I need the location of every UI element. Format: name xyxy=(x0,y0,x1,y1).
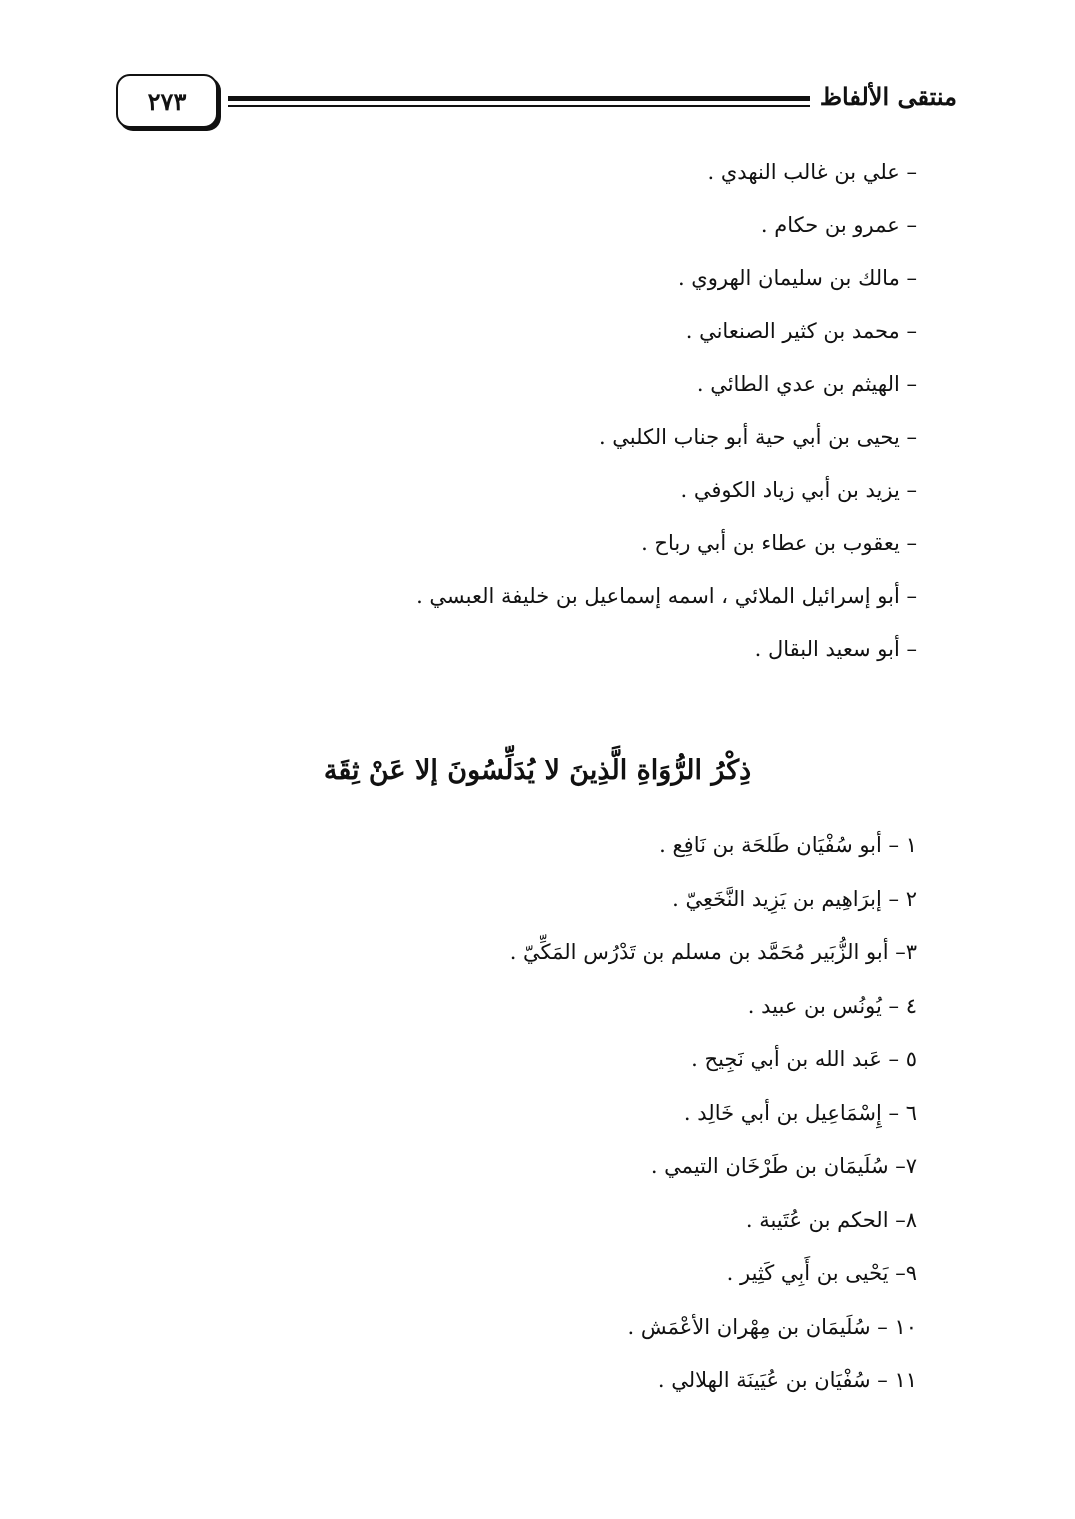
list-item: ٦ – إِسْمَاعِيل بن أبي خَالِد . xyxy=(683,1100,917,1125)
list-item: – محمد بن كثير الصنعاني . xyxy=(685,319,917,343)
page-number: ٢٧٣ xyxy=(116,74,218,128)
header-rule-thin xyxy=(228,105,810,107)
list-item: – يزيد بن أبي زياد الكوفي . xyxy=(680,478,917,502)
page-header xyxy=(0,70,1075,140)
list-item: ٣– أبو الزُّبَير مُحَمَّد بن مسلم بن تَدْرُس المَكِّيّ . xyxy=(509,940,917,964)
list-item: – أبو سعيد البقال . xyxy=(754,637,917,661)
book-title: منتقى الألفاظ xyxy=(819,82,957,111)
list-item: ٩– يَحْيى بن أَبِي كَثِير . xyxy=(726,1261,917,1285)
trustworthy-narrators-list xyxy=(510,825,917,1414)
list-item: – أبو إسرائيل الملائي ، اسمه إسماعيل بن خليفة العبسي . xyxy=(416,584,917,608)
list-item: – الهيثم بن عدي الطائي . xyxy=(696,372,917,396)
list-item: ١٠ – سُلَيمَان بن مِهْران الأعْمَش . xyxy=(627,1314,917,1339)
list-item: ٧– سُلَيمَان بن طَرْخَان التيمي . xyxy=(650,1154,917,1178)
list-item: – يحيى بن أبي حية أبو جناب الكلبي . xyxy=(598,425,917,449)
list-item: – عمرو بن حكام . xyxy=(760,213,917,237)
list-item: ٨– الحكم بن عُتَيبة . xyxy=(745,1207,917,1232)
list-item: ١ – أبو سُفْيَان طَلحَة بن نَافِع . xyxy=(659,833,917,857)
list-item: – يعقوب بن عطاء بن أبي رباح . xyxy=(641,531,917,555)
list-item: ٢ – إبرَاهِيم بن يَزِيد النَّخَعِيّ . xyxy=(672,886,917,911)
list-item: ٥ – عَبد الله بن أبي نَجِيح . xyxy=(691,1047,917,1071)
header-rule-thick xyxy=(228,96,810,101)
list-item: – علي بن غالب النهدي . xyxy=(707,160,917,184)
list-item: ١١ – سُفْيَان بن عُيَينَة الهلالي . xyxy=(657,1368,917,1392)
list-item: ٤ – يُونُس بن عبيد . xyxy=(747,993,917,1018)
section-heading: ذِكْرُ الرُّوَاةِ الَّذِينَ لا يُدَلِّسُونَ إلا عَنْ ثِقَة xyxy=(323,755,752,786)
list-item: – مالك بن سليمان الهروي . xyxy=(677,266,917,290)
narrators-list xyxy=(416,152,917,682)
